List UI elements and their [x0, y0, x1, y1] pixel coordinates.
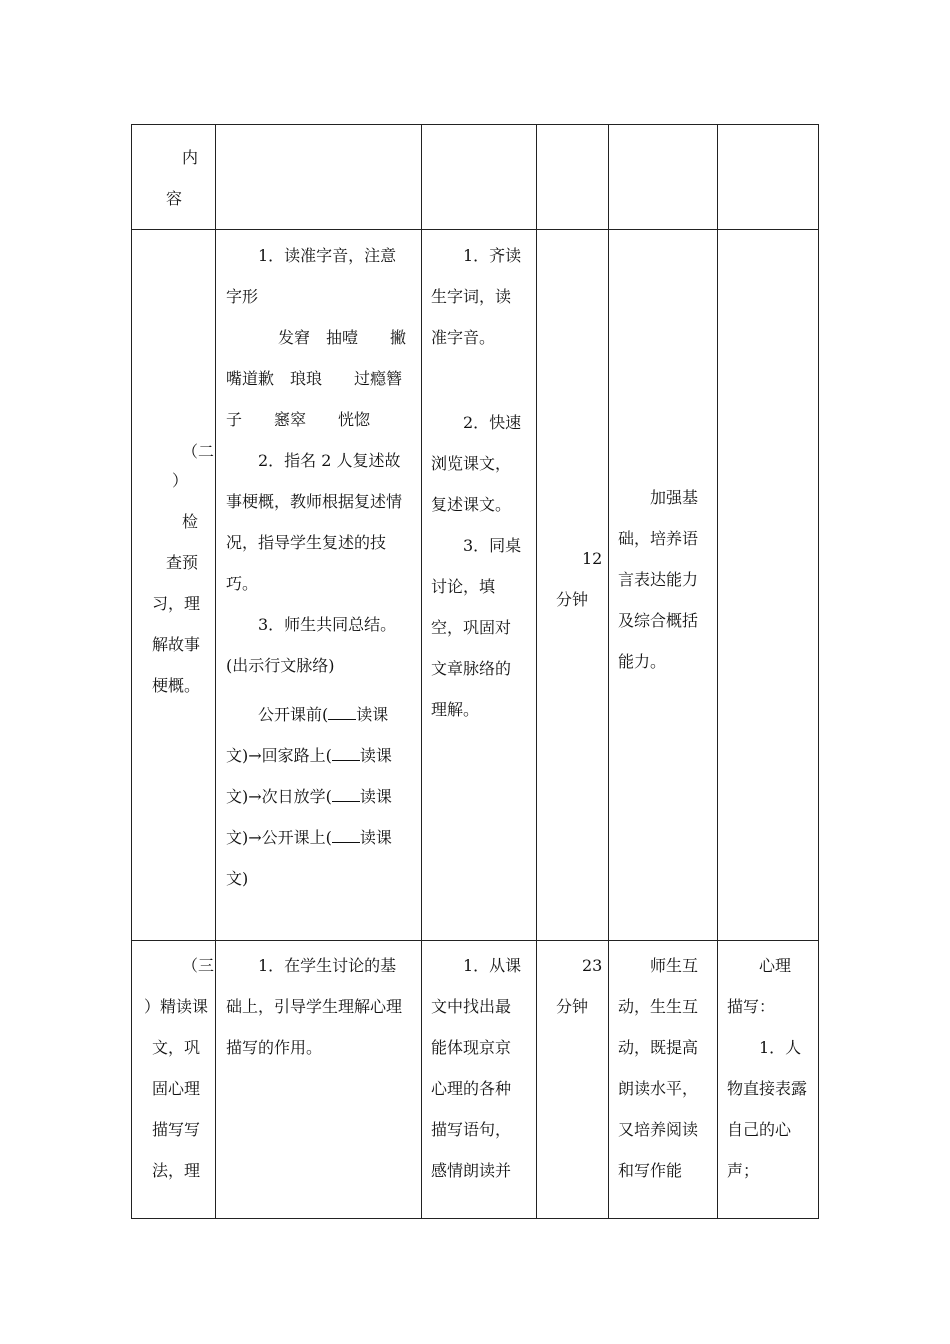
row3-time-cell [536, 945, 608, 1027]
title-line: 解故事 [152, 635, 201, 654]
title-line: 描写写 [152, 1120, 201, 1139]
intent-line: 朗读水平， [618, 1079, 699, 1098]
notes-line: 声； [727, 1161, 760, 1180]
flow-text: 公开课前( [258, 705, 329, 724]
student-line: 生字词，读 [431, 287, 512, 306]
notes-line: 心理 [759, 956, 792, 975]
content-line: 描写的作用。 [226, 1038, 323, 1057]
title-line: 固心理 [152, 1079, 201, 1098]
content-line: 1．在学生讨论的基 [258, 956, 397, 975]
column-divider [608, 125, 609, 1218]
student-line: 讨论，填 [431, 577, 496, 596]
row3-notes-cell [727, 945, 815, 1191]
time-unit: 分钟 [556, 590, 589, 609]
header-text: 内 [182, 148, 199, 167]
notes-line: 自己的心 [727, 1120, 792, 1139]
row2-title-cell [132, 431, 215, 706]
row2-intent-cell [618, 477, 714, 682]
row2-time-cell [536, 538, 608, 620]
content-line: 2．指名 2 人复述故 [258, 451, 401, 470]
intent-line: 言表达能力 [618, 570, 699, 589]
row-divider [132, 940, 818, 941]
row3-content-cell [226, 945, 416, 1068]
flow-text: 文)→回家路上( [226, 746, 332, 765]
intent-line: 及综合概括 [618, 611, 699, 630]
title-line: （二 [182, 442, 215, 461]
intent-line: 动，既提高 [618, 1038, 699, 1057]
title-line: 文，巩 [152, 1038, 201, 1057]
content-line: 况，指导学生复述的技 [226, 533, 387, 552]
notes-line: 描写： [727, 997, 776, 1016]
intent-line: 又培养阅读 [618, 1120, 699, 1139]
content-line: 子 窸窣 恍惚 [226, 410, 371, 429]
column-divider [536, 125, 537, 1218]
title-line: 检 [182, 512, 199, 531]
student-line: 空，巩固对 [431, 618, 512, 637]
flow-text: 读课 [359, 828, 392, 847]
flow-line [226, 776, 416, 817]
column-divider [717, 125, 718, 1218]
intent-line: 和写作能 [618, 1161, 683, 1180]
row-divider [132, 229, 818, 230]
student-line: 1．齐读 [463, 246, 522, 265]
time-unit: 分钟 [556, 997, 589, 1016]
student-line: 理解。 [431, 700, 480, 719]
title-line: ） [172, 471, 189, 490]
student-line: 心理的各种 [431, 1079, 512, 1098]
title-line: 梗概。 [152, 676, 201, 695]
student-line: 文中找出最 [431, 997, 512, 1016]
intent-line: 能力。 [618, 652, 667, 671]
fill-blank [332, 787, 360, 802]
student-line: 准字音。 [431, 328, 496, 347]
content-line: 础上，引导学生理解心理 [226, 997, 403, 1016]
student-line: 3．同桌 [463, 536, 522, 555]
time-value: 23 [582, 956, 603, 975]
content-line: 1．读准字音，注意 [258, 246, 397, 265]
student-line: 描写语句， [431, 1120, 512, 1139]
content-line: 3．师生共同总结。 [258, 615, 397, 634]
intent-line: 师生互 [650, 956, 699, 975]
flow-text: 读课 [359, 787, 392, 806]
title-line: 习，理 [152, 594, 201, 613]
student-line: 复述课文。 [431, 495, 512, 514]
notes-line: 物直接表露 [727, 1079, 808, 1098]
row3-title-cell [132, 945, 215, 1191]
header-text: 容 [166, 189, 183, 208]
title-line: （三 [182, 956, 215, 975]
student-line: 浏览课文， [431, 454, 512, 473]
flow-line: 文) [226, 869, 249, 888]
fill-blank [332, 828, 360, 843]
flow-text: 读课 [356, 705, 389, 724]
content-line: 嘴道歉 琅琅 过瘾簪 [226, 369, 403, 388]
flow-line [226, 817, 416, 858]
flow-text: 读课 [359, 746, 392, 765]
flow-line [226, 735, 416, 776]
intent-line: 动，生生互 [618, 997, 699, 1016]
column-divider [215, 125, 216, 1218]
title-line: ）精读课 [144, 997, 209, 1016]
title-line: 查预 [166, 553, 199, 572]
student-line: 能体现京京 [431, 1038, 512, 1057]
student-line: 感情朗读并 [431, 1161, 512, 1180]
time-value: 12 [582, 549, 603, 568]
row2-student-cell [431, 235, 531, 730]
lesson-plan-table [131, 124, 819, 1219]
intent-line: 础，培养语 [618, 529, 699, 548]
fill-blank [328, 705, 356, 720]
column-divider [421, 125, 422, 1218]
content-line: 字形 [226, 287, 259, 306]
flow-text: 文)→次日放学( [226, 787, 332, 806]
header-content-cell [132, 137, 215, 219]
flow-line [226, 694, 416, 735]
content-line: (出示行文脉络) [226, 656, 335, 675]
row2-content-cell [226, 235, 416, 899]
student-line: 2．快速 [463, 413, 522, 432]
content-line: 发窘 抽噎 撇 [278, 328, 407, 347]
fill-blank [332, 746, 360, 761]
row3-student-cell [431, 945, 531, 1191]
content-line: 巧。 [226, 574, 259, 593]
title-line: 法，理 [152, 1161, 201, 1180]
row3-intent-cell [618, 945, 714, 1191]
content-line: 事梗概，教师根据复述情 [226, 492, 403, 511]
student-line: 文章脉络的 [431, 659, 512, 678]
student-line: 1．从课 [463, 956, 522, 975]
notes-line: 1．人 [759, 1038, 802, 1057]
flow-text: 文)→公开课上( [226, 828, 332, 847]
intent-line: 加强基 [650, 488, 699, 507]
